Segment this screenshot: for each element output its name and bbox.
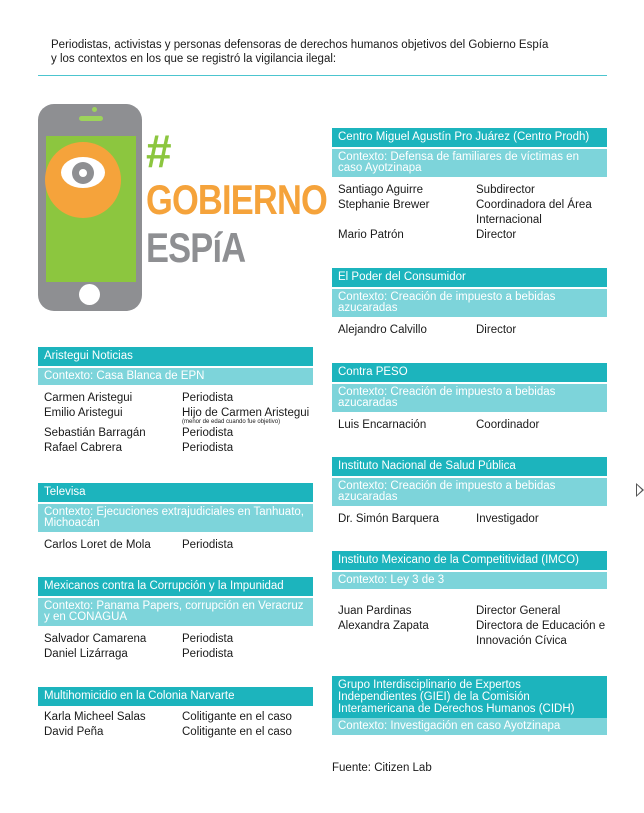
person-role: Director xyxy=(476,229,517,241)
group-header: Multihomicidio en la Colonia Narvarte xyxy=(38,687,313,706)
person-row xyxy=(38,441,313,456)
logo-hash: # xyxy=(146,125,172,177)
person-role: Coordinador xyxy=(476,419,540,431)
person-name: Salvador Camarena xyxy=(44,633,147,645)
group-context: Contexto: Panama Papers, corrupción en Veracruz y en CONAGUA xyxy=(38,598,313,626)
person-role: Investigador xyxy=(476,513,539,525)
people-list xyxy=(38,632,313,662)
person-name: Carlos Loret de Mola xyxy=(44,539,151,551)
person-name: Alexandra Zapata xyxy=(338,620,429,632)
person-row xyxy=(332,228,607,243)
person-name: Karla Micheel Salas xyxy=(44,711,146,723)
page-arrow-icon[interactable] xyxy=(636,483,644,497)
person-name: Rafael Cabrera xyxy=(44,442,122,454)
people-list xyxy=(332,183,607,243)
group-imco xyxy=(332,551,607,649)
group-header: Centro Miguel Agustín Pro Juárez (Centro Prodh) xyxy=(332,128,607,147)
group-poder-consumidor xyxy=(332,268,607,338)
group-context: Contexto: Defensa de familiares de víctimas en caso Ayotzinapa xyxy=(332,149,607,177)
person-row xyxy=(38,710,313,725)
person-role: Periodista xyxy=(182,427,234,439)
intro-line-2: y los contextos en los que se registró la vigilancia ilegal: xyxy=(51,53,337,65)
group-giei xyxy=(332,676,607,735)
person-role: Director General xyxy=(476,605,561,617)
eye-highlight xyxy=(79,169,87,177)
group-televisa xyxy=(38,483,313,553)
phone-home-button xyxy=(79,284,100,305)
intro-text xyxy=(51,38,611,66)
person-role: Subdirector xyxy=(476,184,535,196)
person-role: Periodista xyxy=(182,442,234,454)
group-centro-prodh xyxy=(332,128,607,243)
person-name: Sebastián Barragán xyxy=(44,427,146,439)
logo-espia: ESPíA xyxy=(146,224,246,271)
person-row xyxy=(38,647,313,662)
phone-eye-icon xyxy=(38,104,142,311)
person-role: Periodista xyxy=(182,539,234,551)
person-role: Director xyxy=(476,324,517,336)
person-name: Daniel Lizárraga xyxy=(44,648,128,660)
person-role: Directora de Educación e Innovación Cívica xyxy=(476,620,606,647)
person-row xyxy=(332,198,607,228)
person-name: Emilio Aristegui xyxy=(44,407,123,419)
person-row xyxy=(332,323,607,338)
group-aristegui-noticias xyxy=(38,347,313,456)
person-name: Mario Patrón xyxy=(338,229,404,241)
group-header: Mexicanos contra la Corrupción y la Impunidad xyxy=(38,577,313,596)
group-header: Aristegui Noticias xyxy=(38,347,313,366)
people-list xyxy=(332,418,607,433)
group-header: Televisa xyxy=(38,483,313,502)
person-role: Colitigante en el caso xyxy=(182,726,292,738)
person-row xyxy=(38,406,313,426)
intro-line-1: Periodistas, activistas y personas defensoras de derechos humanos objetivos del Gobierno Espía xyxy=(51,39,549,51)
people-list xyxy=(332,604,607,649)
people-list xyxy=(38,710,313,740)
person-row xyxy=(38,391,313,406)
group-header: Contra PESO xyxy=(332,363,607,382)
person-row xyxy=(38,538,313,553)
group-header: Instituto Mexicano de la Competitividad (IMCO) xyxy=(332,551,607,570)
people-list xyxy=(38,391,313,456)
group-context: Contexto: Investigación en caso Ayotzinapa xyxy=(332,718,607,735)
person-row xyxy=(332,512,607,527)
person-name: Stephanie Brewer xyxy=(338,199,430,211)
group-header: El Poder del Consumidor xyxy=(332,268,607,287)
group-context: Contexto: Creación de impuesto a bebidas azucaradas xyxy=(332,478,607,506)
phone-speaker xyxy=(79,116,103,121)
person-name: David Peña xyxy=(44,726,104,738)
group-context: Contexto: Ley 3 de 3 xyxy=(332,572,607,589)
person-name: Dr. Simón Barquera xyxy=(338,513,439,525)
person-name: Santiago Aguirre xyxy=(338,184,424,196)
group-mcci xyxy=(38,577,313,662)
person-row xyxy=(332,619,607,649)
person-role: Periodista xyxy=(182,633,234,645)
group-context: Contexto: Creación de impuesto a bebidas azucaradas xyxy=(332,289,607,317)
person-note: (menor de edad cuando fue objetivo) xyxy=(182,419,281,425)
group-context: Contexto: Creación de impuesto a bebidas azucaradas xyxy=(332,384,607,412)
group-contra-peso xyxy=(332,363,607,433)
people-list xyxy=(38,538,313,553)
divider-rule xyxy=(38,75,607,76)
person-row xyxy=(38,632,313,647)
source-note: Fuente: Citizen Lab xyxy=(332,762,432,774)
person-row xyxy=(38,426,313,441)
person-row xyxy=(332,604,607,619)
people-list xyxy=(332,512,607,527)
person-name: Luis Encarnación xyxy=(338,419,427,431)
person-role: Periodista xyxy=(182,648,234,660)
person-name: Alejandro Calvillo xyxy=(338,324,427,336)
group-narvarte xyxy=(38,687,313,740)
group-header: Instituto Nacional de Salud Pública xyxy=(332,457,607,476)
person-row xyxy=(332,418,607,433)
phone-camera-dot xyxy=(92,107,97,112)
person-role: Hijo de Carmen Aristegui xyxy=(182,407,310,419)
person-name: Juan Pardinas xyxy=(338,605,412,617)
person-name: Carmen Aristegui xyxy=(44,392,133,404)
logo-gobierno: GOBIERNO xyxy=(146,176,327,223)
person-role: Coordinadora del Área Internacional xyxy=(476,199,592,226)
person-row xyxy=(332,183,607,198)
group-header: Grupo Interdisciplinario de Expertos Independientes (GIEI) de la Comisión Interamericana de Derechos Humanos (CIDH) xyxy=(332,676,607,718)
person-row xyxy=(38,725,313,740)
group-context: Contexto: Casa Blanca de EPN xyxy=(38,368,313,385)
person-role: Periodista xyxy=(182,392,234,404)
person-role-cell xyxy=(182,406,313,426)
person-role: Colitigante en el caso xyxy=(182,711,292,723)
people-list xyxy=(332,323,607,338)
group-insp xyxy=(332,457,607,527)
group-context: Contexto: Ejecuciones extrajudiciales en Tanhuato, Michoacán xyxy=(38,504,313,532)
